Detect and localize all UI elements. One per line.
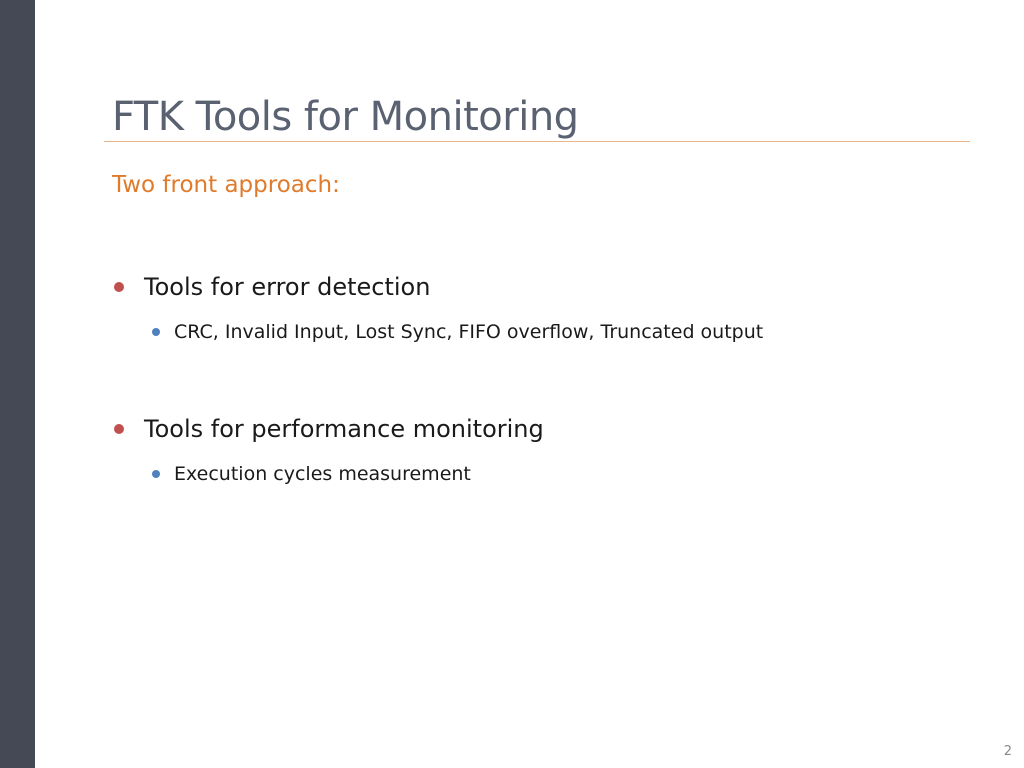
sub-bullet-text: CRC, Invalid Input, Lost Sync, FIFO overflow, Truncated output	[174, 321, 764, 343]
bullet-text: Tools for performance monitoring	[144, 415, 544, 443]
sub-bullet-item-error-types	[152, 321, 763, 343]
sub-bullet-text: Execution cycles measurement	[174, 463, 471, 485]
sub-bullet-item-execution-cycles	[152, 463, 471, 485]
bullet-dot-icon	[114, 424, 124, 434]
title-underline	[104, 141, 970, 142]
left-side-bar	[0, 0, 35, 768]
sub-bullet-dot-icon	[152, 470, 160, 478]
page-number: 2	[1003, 744, 1012, 759]
slide-subtitle: Two front approach:	[112, 172, 340, 198]
sub-bullet-dot-icon	[152, 328, 160, 336]
bullet-dot-icon	[114, 282, 124, 292]
bullet-item-error-detection	[114, 273, 430, 301]
slide-title: FTK Tools for Monitoring	[112, 94, 579, 140]
bullet-text: Tools for error detection	[144, 273, 431, 301]
bullet-item-performance-monitoring	[114, 415, 544, 443]
